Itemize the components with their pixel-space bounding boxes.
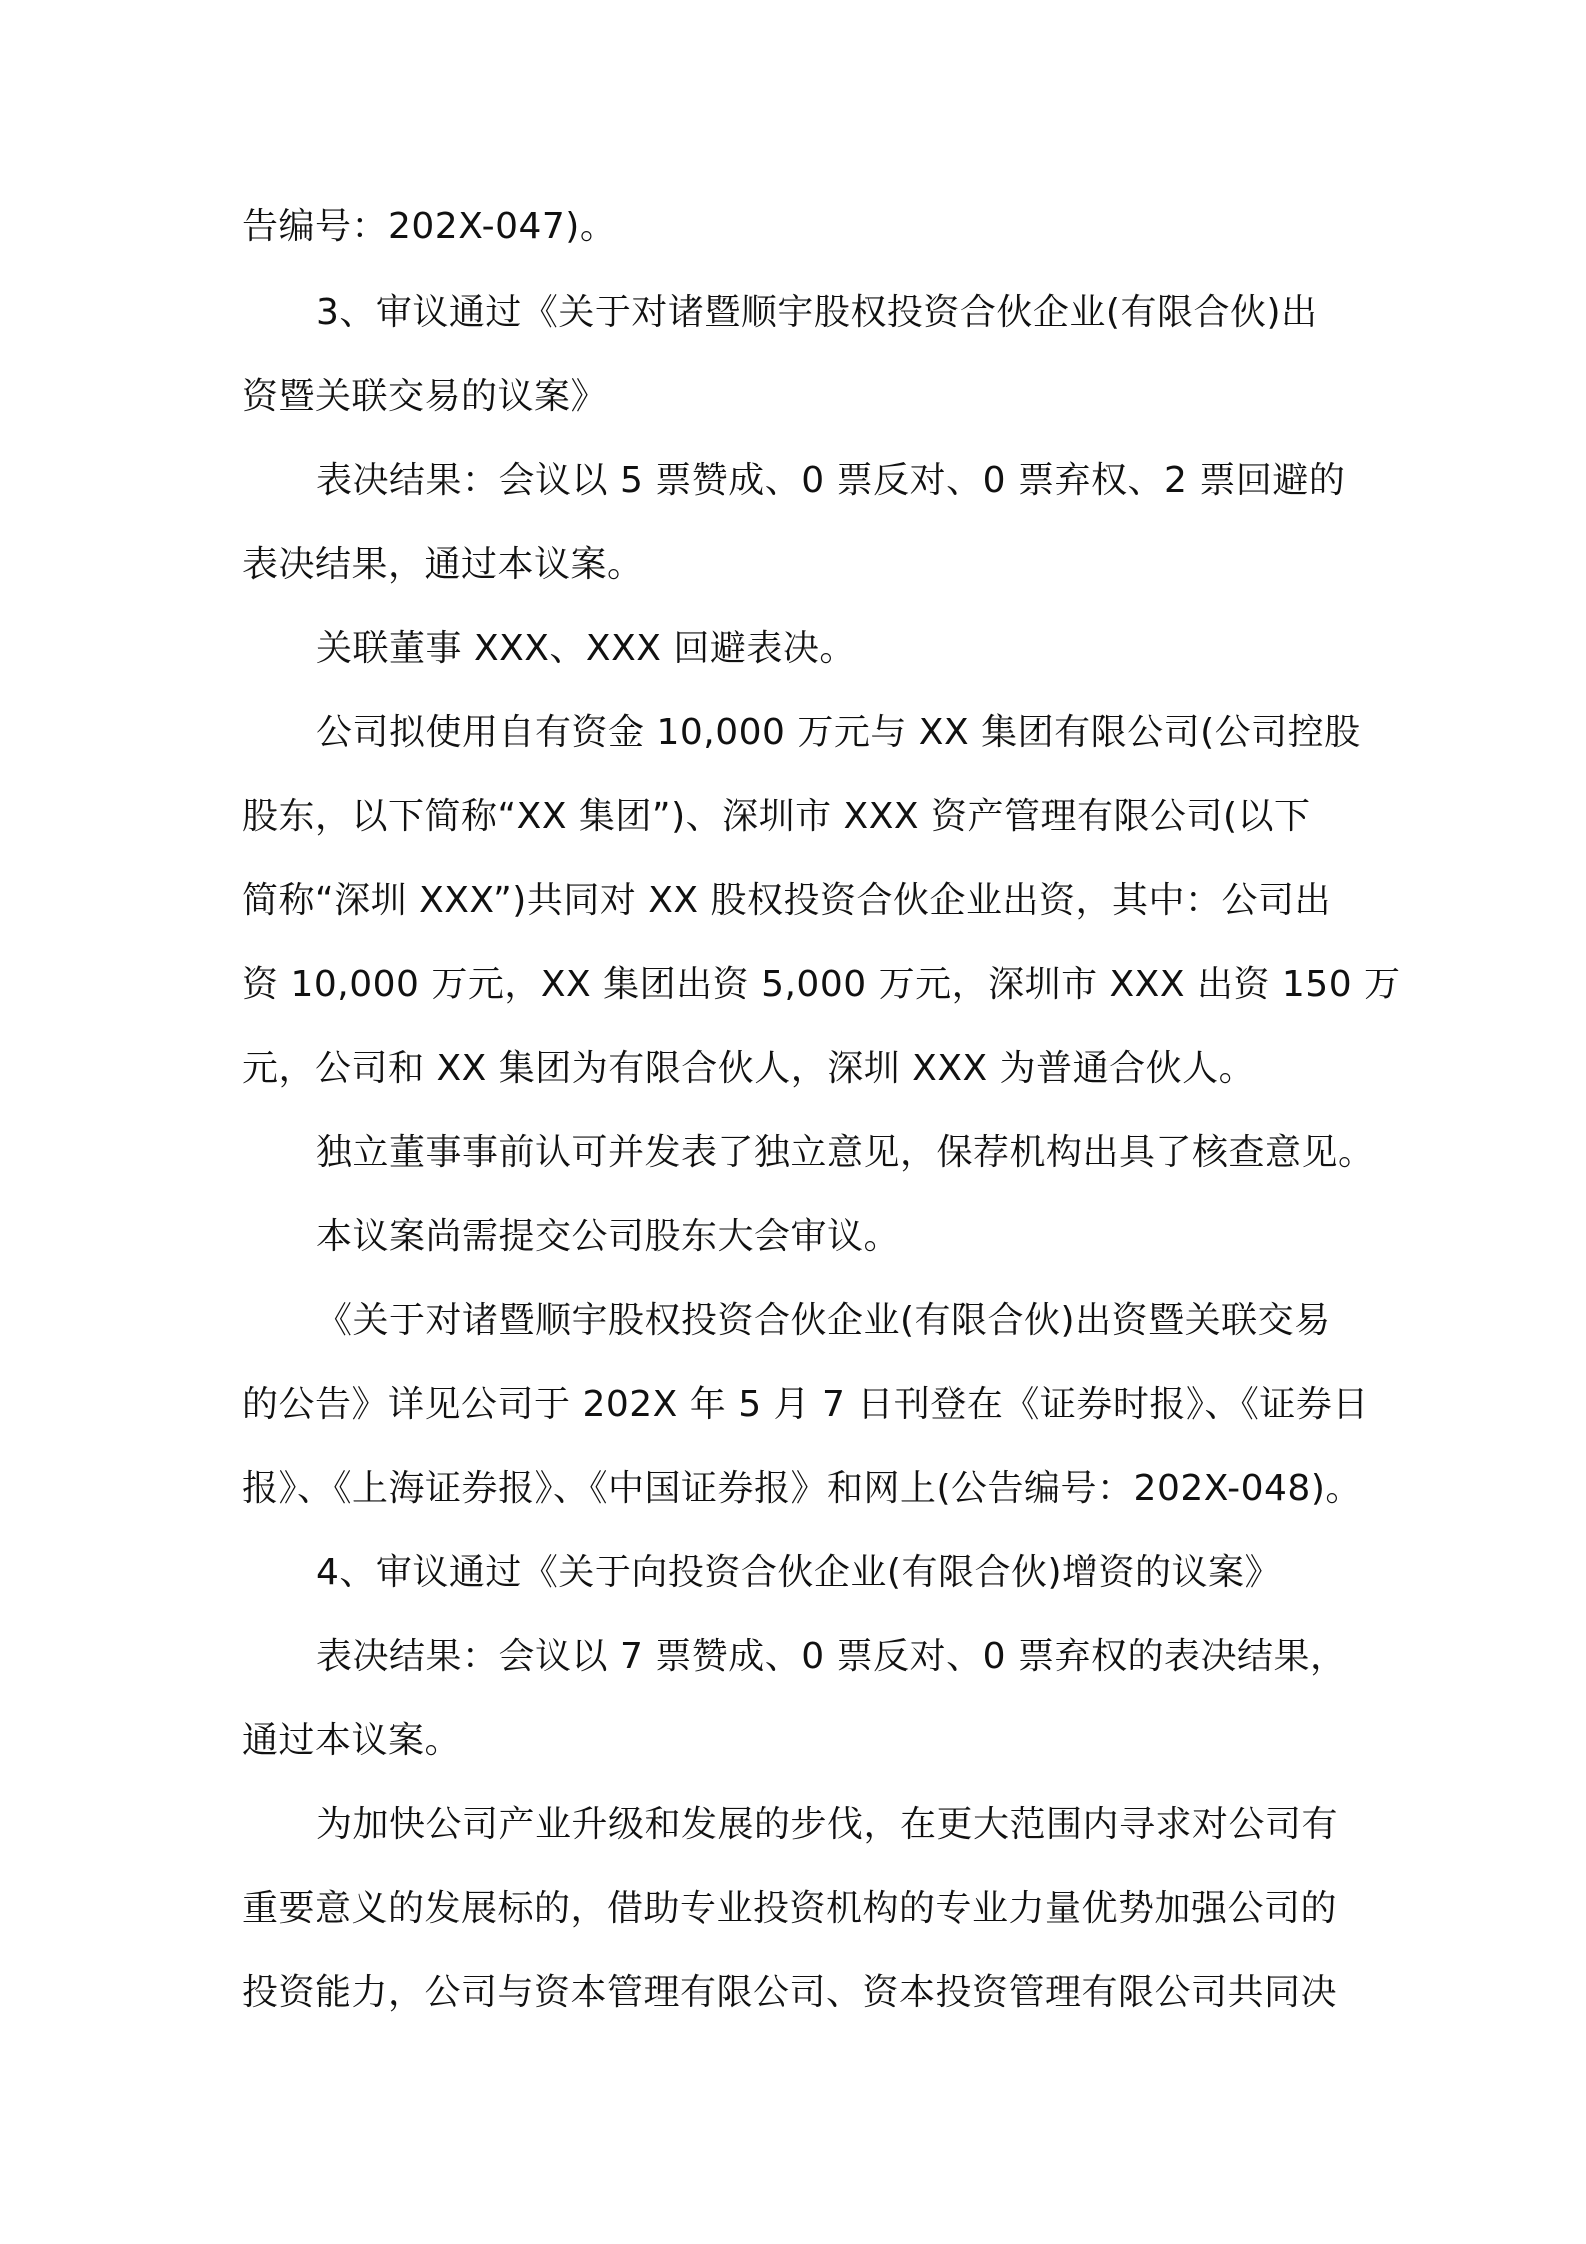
capital-increase-paragraph-line-2: 重要意义的发展标的，借助专业投资机构的专业力量优势加强公司的 <box>242 1888 1338 1929</box>
motion-3-title-line-2: 资暨关联交易的议案》 <box>242 376 608 417</box>
investment-paragraph-line-4: 资 10,000 万元，XX 集团出资 5,000 万元，深圳市 XXX 出资 150 万 <box>242 964 1401 1005</box>
motion-3-vote-result-line-2: 表决结果，通过本议案。 <box>242 544 644 585</box>
investment-paragraph-line-3: 简称“深圳 XXX”)共同对 XX 股权投资合伙企业出资，其中：公司出 <box>242 880 1332 921</box>
investment-paragraph-line-5: 元，公司和 XX 集团为有限合伙人，深圳 XXX 为普通合伙人。 <box>242 1048 1256 1089</box>
announcement-reference-line-1: 《关于对诸暨顺宇股权投资合伙企业(有限合伙)出资暨关联交易 <box>316 1300 1331 1341</box>
capital-increase-paragraph-line-1: 为加快公司产业升级和发展的步伐，在更大范围内寻求对公司有 <box>316 1804 1339 1845</box>
motion-4-vote-result-line-2: 通过本议案。 <box>242 1720 462 1761</box>
announcement-reference-line-3: 报》、《上海证券报》、《中国证券报》和网上(公告编号：202X-048)。 <box>242 1468 1362 1509</box>
independent-director-opinion: 独立董事事前认可并发表了独立意见，保荐机构出具了核查意见。 <box>316 1132 1375 1173</box>
investment-paragraph-line-1: 公司拟使用自有资金 10,000 万元与 XX 集团有限公司(公司控股 <box>316 712 1361 753</box>
shareholder-meeting-note: 本议案尚需提交公司股东大会审议。 <box>316 1216 901 1257</box>
motion-4-title: 4、审议通过《关于向投资合伙企业(有限合伙)增资的议案》 <box>316 1552 1281 1593</box>
announcement-reference-line-2: 的公告》详见公司于 202X 年 5 月 7 日刊登在《证券时报》、《证券日 <box>242 1384 1369 1425</box>
motion-3-vote-result-line-1: 表决结果：会议以 5 票赞成、0 票反对、0 票弃权、2 票回避的 <box>316 460 1346 501</box>
capital-increase-paragraph-line-3: 投资能力，公司与资本管理有限公司、资本投资管理有限公司共同决 <box>242 1972 1338 2013</box>
motion-3-title-line-1: 3、审议通过《关于对诸暨顺宇股权投资合伙企业(有限合伙)出 <box>316 292 1318 333</box>
investment-paragraph-line-2: 股东，以下简称“XX 集团”)、深圳市 XXX 资产管理有限公司(以下 <box>242 796 1311 837</box>
text-line-continuation: 告编号：202X-047)。 <box>242 206 617 247</box>
motion-4-vote-result-line-1: 表决结果：会议以 7 票赞成、0 票反对、0 票弃权的表决结果， <box>316 1636 1347 1677</box>
related-directors-recusal: 关联董事 XXX、XXX 回避表决。 <box>316 628 856 669</box>
